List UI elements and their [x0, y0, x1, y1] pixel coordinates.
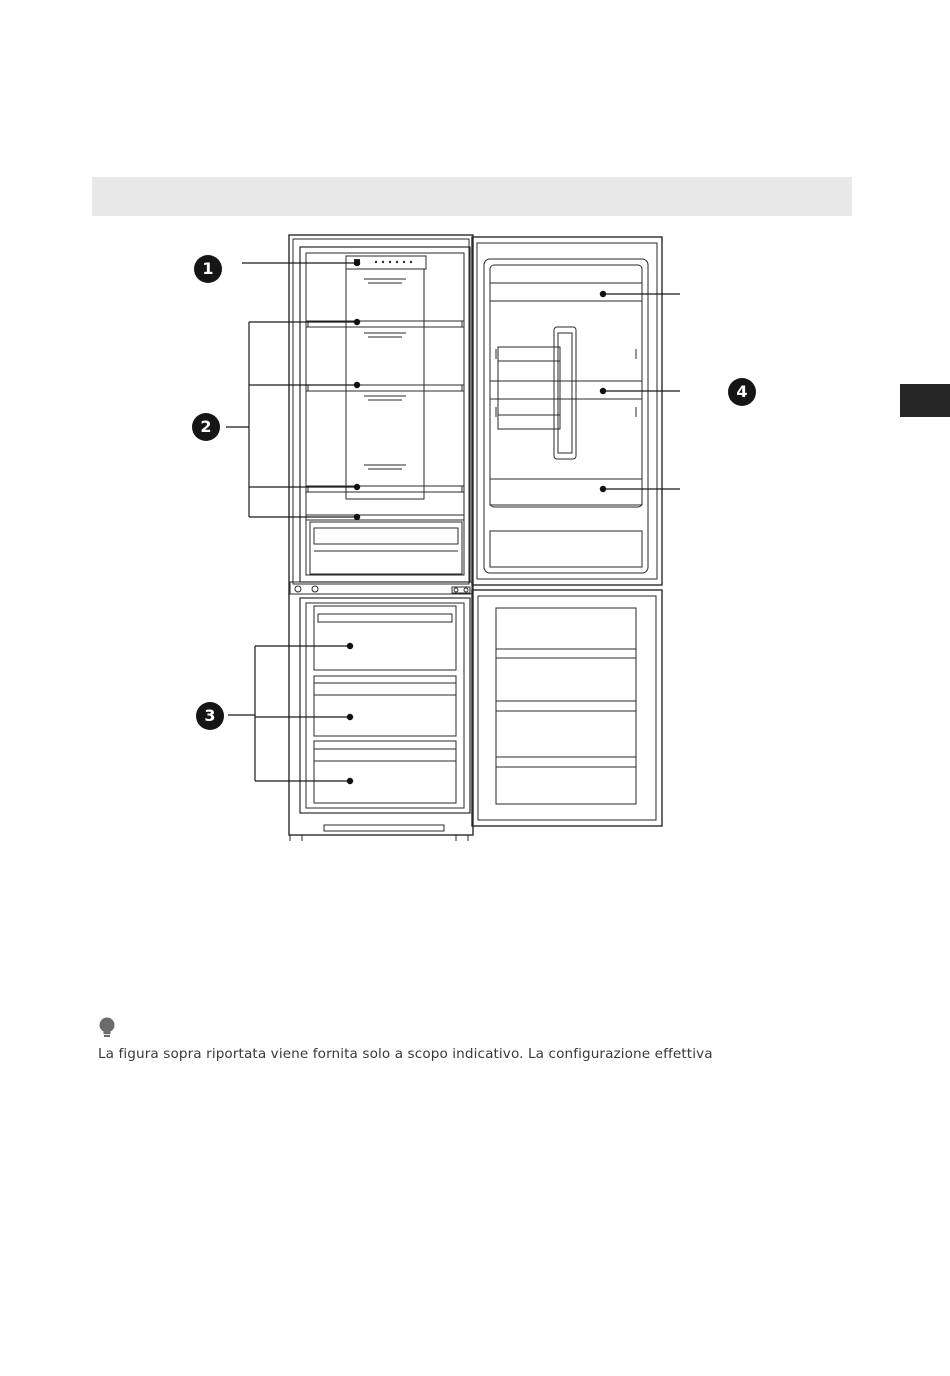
upper-door	[472, 237, 662, 585]
note-text: La figura sopra riportata viene fornita solo a scopo indicativo. La configurazione effettiva	[98, 1046, 713, 1062]
door-balconies	[490, 283, 642, 567]
callout-3: 3	[196, 702, 224, 730]
callout-4: 4	[728, 378, 756, 406]
section-header-band	[92, 177, 852, 216]
leader-2	[226, 322, 356, 517]
base-grille	[324, 825, 444, 831]
language-side-tab	[900, 384, 950, 417]
freezer-drawers	[314, 606, 456, 803]
glass-shelves	[306, 321, 464, 520]
callout-2: 2	[192, 413, 220, 441]
lower-door	[472, 590, 662, 826]
crisper-drawer	[310, 522, 462, 574]
cabinet-outline	[289, 235, 473, 835]
callout-1: 1	[194, 255, 222, 283]
lightbulb-icon	[98, 1017, 116, 1039]
fridge-diagram	[180, 225, 748, 850]
fridge-illustration	[180, 225, 680, 850]
fridge-compartment	[300, 247, 470, 582]
